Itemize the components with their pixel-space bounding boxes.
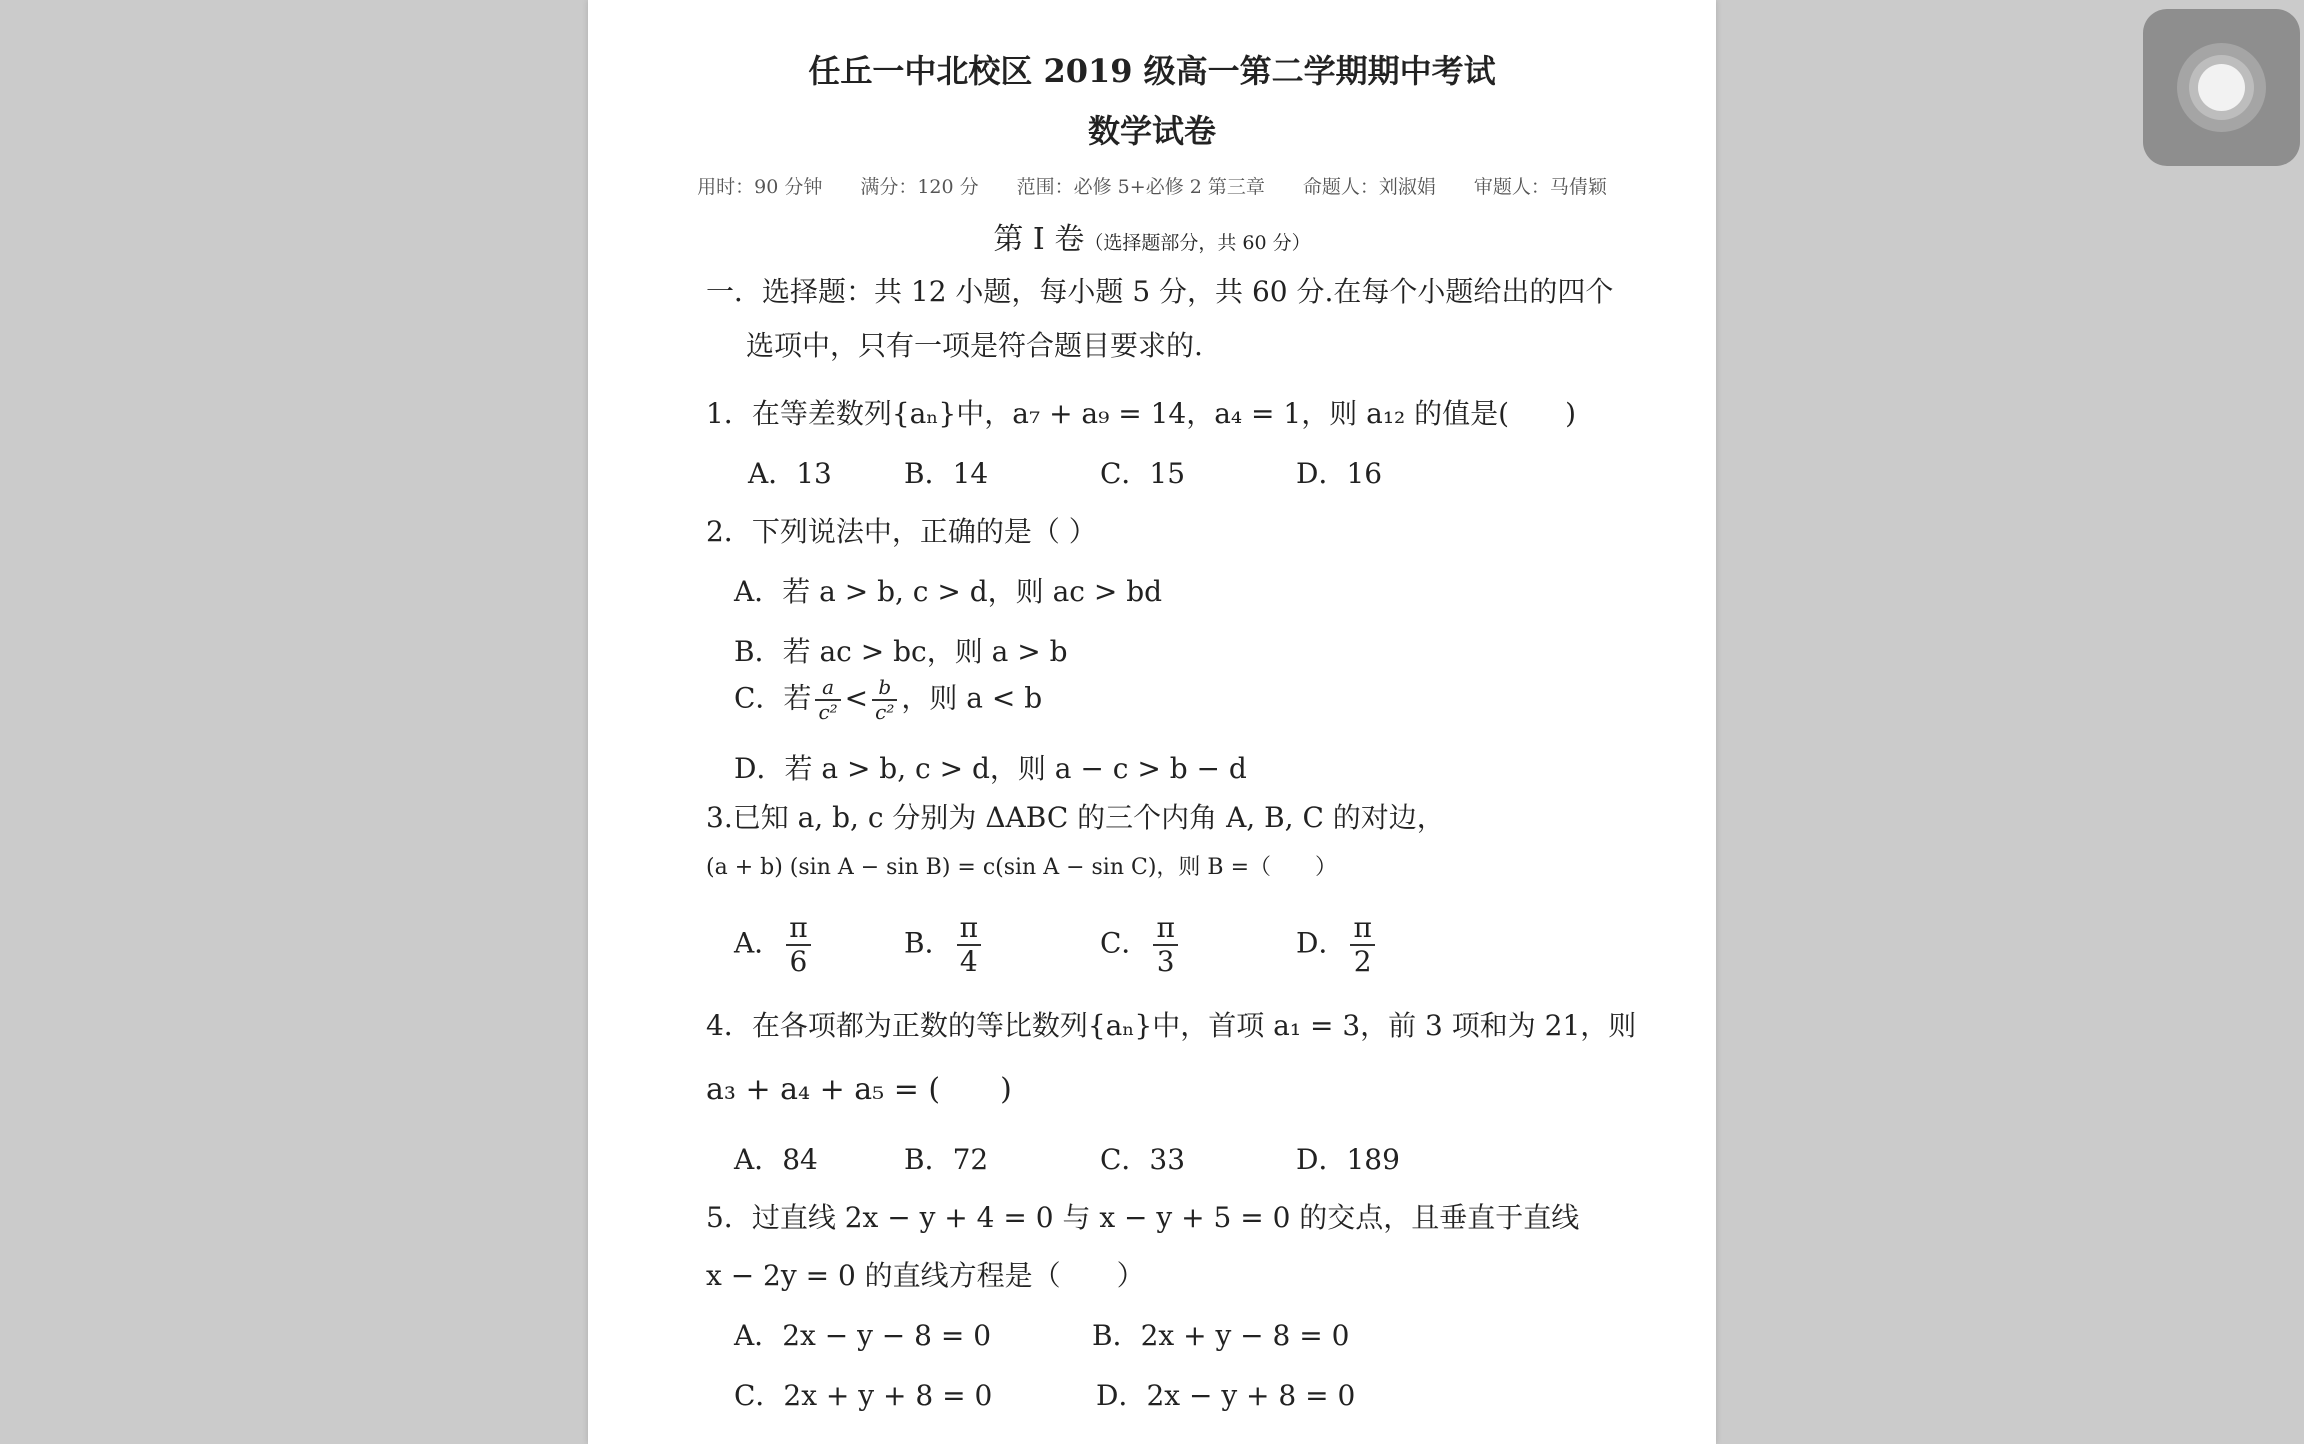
q2-c-left-numerator: a xyxy=(822,675,835,699)
q3-option-a-den: 6 xyxy=(789,945,808,979)
q3-option-a-label: A． xyxy=(734,926,783,960)
q3-option-a-num: π xyxy=(786,912,810,946)
q5-stem-line1: 5．过直线 2x − y + 4 = 0 与 x − y + 5 = 0 的交点，且垂直于直线 xyxy=(706,1201,1580,1234)
q3-option-d xyxy=(1296,912,1379,978)
q2-option-c-prefix: C．若 xyxy=(734,681,812,715)
q3-option-d-den: 2 xyxy=(1353,945,1372,979)
q3-option-b xyxy=(904,912,985,978)
part-title: 第 I 卷 xyxy=(993,222,1085,257)
q3-option-a-fraction xyxy=(786,912,810,978)
q2-c-fraction-left xyxy=(815,676,840,724)
q3-stem-line1: 3.已知 a, b, c 分别为 ΔABC 的三个内角 A, B, C 的对边， xyxy=(706,801,1445,834)
q3-option-c xyxy=(1100,912,1182,978)
section-instructions-line1: 一．选择题：共 12 小题，每小题 5 分，共 60 分.在每个小题给出的四个 xyxy=(706,275,1614,308)
q1-stem: 1．在等差数列{aₙ}中，a₇ + a₉ = 14，a₄ = 1，则 a₁₂ 的值是( ) xyxy=(706,397,1577,430)
q2-c-left-denominator: c² xyxy=(818,700,838,724)
q2-c-operator: < xyxy=(844,681,869,715)
q4-option-a: A．84 xyxy=(734,1143,818,1176)
q2-option-b: B．若 ac > bc，则 a > b xyxy=(734,635,1068,668)
q2-option-c xyxy=(734,676,1042,724)
assistive-touch-center-dot-icon xyxy=(2198,64,2245,111)
q2-option-d: D．若 a > b, c > d，则 a − c > b − d xyxy=(734,752,1247,785)
q2-option-a: A．若 a > b, c > d，则 ac > bd xyxy=(734,575,1163,608)
q2-c-fraction-right xyxy=(872,676,897,724)
q5-option-a: A．2x − y − 8 = 0 xyxy=(734,1319,992,1352)
q5-option-c: C．2x + y + 8 = 0 xyxy=(734,1379,993,1412)
q4-stem-line2: a₃ + a₄ + a₅ = ( ) xyxy=(706,1072,1012,1107)
exam-subtitle: 数学试卷 xyxy=(1087,112,1216,150)
q5-option-b: B．2x + y − 8 = 0 xyxy=(1092,1319,1350,1352)
q3-option-a xyxy=(734,912,815,978)
exam-meta: 用时：90 分钟 满分：120 分 范围：必修 5+必修 2 第三章 命题人：刘淑娟 审题人：马倩颖 xyxy=(697,176,1607,198)
q4-option-c: C．33 xyxy=(1100,1143,1186,1176)
q1-option-c: C．15 xyxy=(1100,457,1186,490)
q2-option-c-suffix: ，则 a < b xyxy=(901,681,1043,715)
q4-stem-line1: 4．在各项都为正数的等比数列{aₙ}中，首项 a₁ = 3，前 3 项和为 21，则 xyxy=(706,1009,1637,1042)
q3-option-b-label: B． xyxy=(904,926,953,960)
q3-option-d-fraction xyxy=(1350,912,1374,978)
q1-option-a: A．13 xyxy=(748,457,832,490)
q3-option-c-num: π xyxy=(1153,912,1177,946)
exam-page xyxy=(588,0,1716,1444)
part-heading xyxy=(588,214,1716,258)
q3-option-b-fraction xyxy=(957,912,981,978)
q3-option-d-num: π xyxy=(1350,912,1374,946)
q4-option-b: B．72 xyxy=(904,1143,989,1176)
q1-option-d: D．16 xyxy=(1296,457,1383,490)
q1-option-b: B．14 xyxy=(904,457,989,490)
part-note: （选择题部分，共 60 分） xyxy=(1084,232,1311,254)
q3-option-c-fraction xyxy=(1153,912,1177,978)
section-instructions-line2: 选项中，只有一项是符合题目要求的. xyxy=(746,329,1203,362)
q3-stem-line2: (a + b) (sin A − sin B) = c(sin A − sin C)，则 B =（ ） xyxy=(706,855,1338,880)
q2-c-right-numerator: b xyxy=(878,675,892,699)
q4-option-d: D．189 xyxy=(1296,1143,1400,1176)
q3-option-d-label: D． xyxy=(1296,926,1347,960)
q2-stem: 2．下列说法中，正确的是（ ） xyxy=(706,515,1097,548)
exam-title: 任丘一中北校区 2019 级高一第二学期期中考试 xyxy=(808,52,1496,90)
q5-option-d: D．2x − y + 8 = 0 xyxy=(1096,1379,1356,1412)
q3-option-b-den: 4 xyxy=(959,945,978,979)
q3-option-c-label: C． xyxy=(1100,926,1150,960)
q3-option-b-num: π xyxy=(957,912,981,946)
q3-option-c-den: 3 xyxy=(1156,945,1175,979)
assistive-touch-button[interactable] xyxy=(2143,9,2300,166)
q5-stem-line2: x − 2y = 0 的直线方程是（ ） xyxy=(706,1259,1145,1292)
q2-c-right-denominator: c² xyxy=(875,700,895,724)
